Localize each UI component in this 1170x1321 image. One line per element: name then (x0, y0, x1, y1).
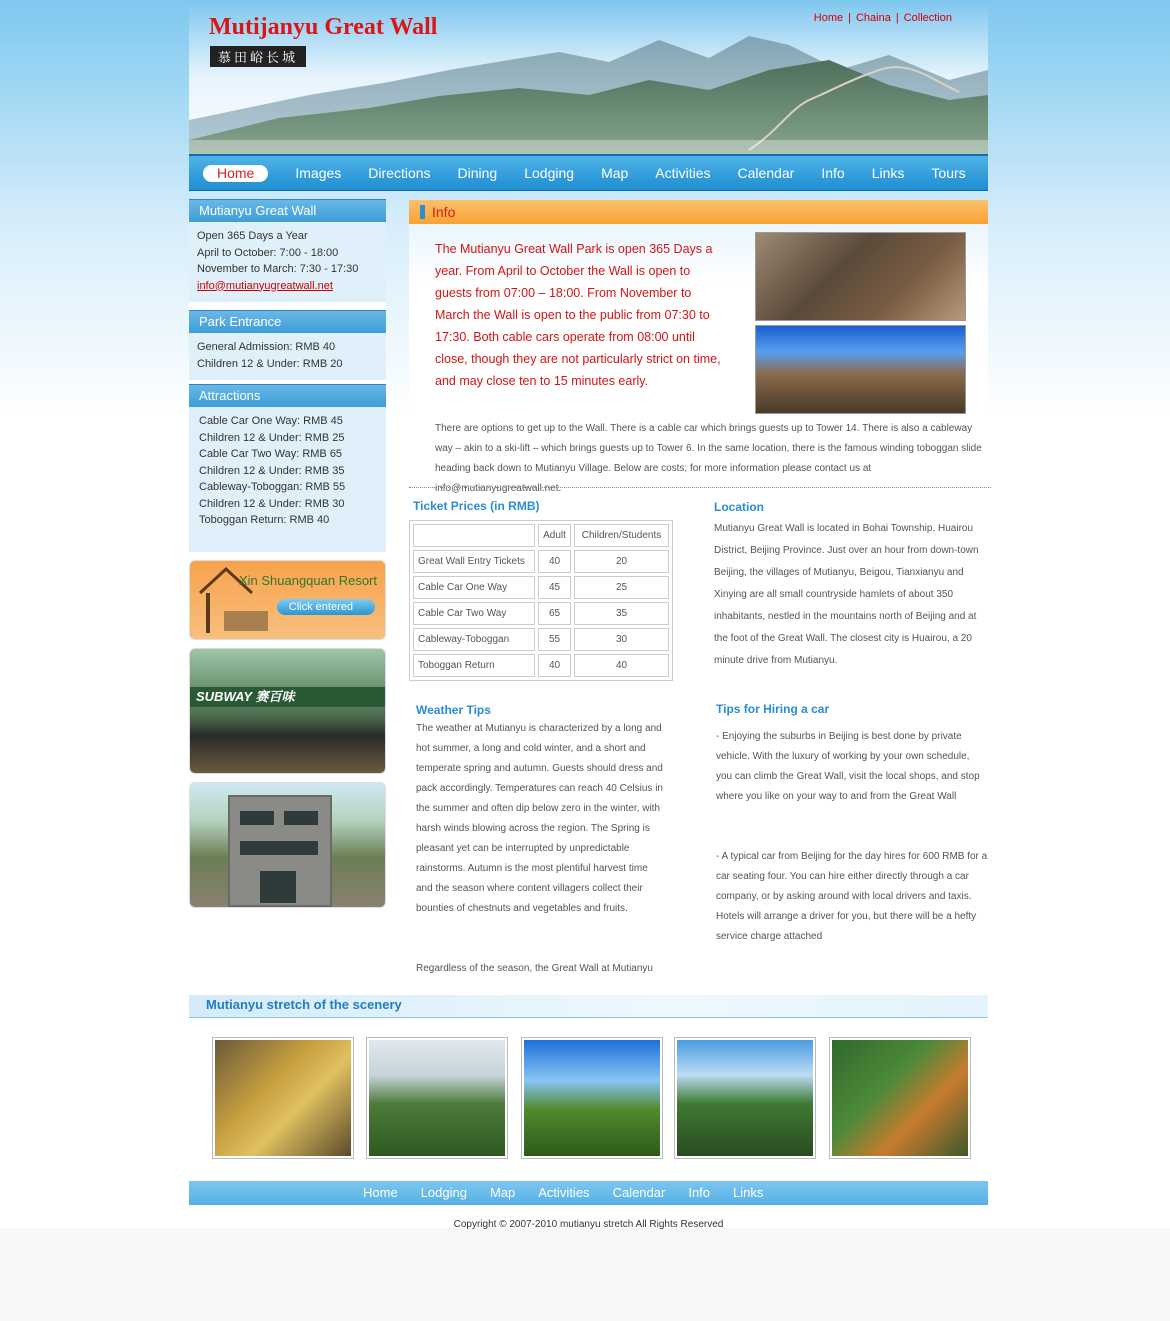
info-transport-text: There are options to get up to the Wall. There is a cable car which brings guests up to Tower 14. There is also a cableway way – akin to a ski-lift – which brings guests up to Tower 6. In the same location, there is the famous winding toboggan slide heading back down to Mutianyu Village. Below are costs; for more information please contact us at info@mutianyugreatwall.net. (435, 423, 982, 494)
attraction-line: Children 12 & Under: RMB 25 (199, 431, 345, 444)
nav-images[interactable]: Images (295, 165, 342, 181)
toplink-home[interactable]: Home (813, 12, 844, 24)
table-cell: 35 (574, 602, 669, 625)
email-link[interactable]: info@mutianyugreatwall.net (197, 279, 333, 292)
copyright: Copyright © 2007-2010 mutianyu stretch All Rights Reserved (453, 1219, 724, 1230)
table-cell: Cable Car Two Way (413, 602, 535, 625)
hours-line: Open 365 Days a Year (197, 230, 308, 242)
left-gutter (0, 0, 189, 1228)
wall-photo-1 (755, 232, 966, 321)
wall-photo-2 (755, 325, 966, 414)
attractions-box (189, 384, 386, 552)
nav-info[interactable]: Info (821, 165, 845, 181)
info-body (409, 224, 988, 494)
section-divider (409, 487, 991, 488)
divider: | (848, 12, 851, 24)
table-cell: 55 (538, 628, 571, 651)
weather-text-more: Regardless of the season, the Great Wall at Mutianyu (416, 963, 653, 974)
attraction-line: Toboggan Return: RMB 40 (199, 514, 330, 526)
hiring-heading: Tips for Hiring a car (716, 702, 830, 716)
hours-line: April to October: 7:00 - 18:00 (197, 246, 339, 259)
entrance-line: Children 12 & Under: RMB 20 (197, 357, 343, 370)
site-subtitle: 慕田峪长城 (210, 46, 306, 67)
weather-heading: Weather Tips (416, 703, 491, 717)
location-heading: Location (714, 500, 764, 514)
scenery-heading: Mutianyu stretch of the scenery (206, 997, 402, 1012)
table-header: Children/Students (574, 524, 669, 547)
footer-nav-links[interactable]: Links (733, 1185, 764, 1200)
table-cell: 30 (574, 628, 669, 651)
entrance-box (189, 310, 386, 380)
info-heading: Info (432, 204, 456, 220)
header-banner (189, 0, 988, 155)
sidebar (189, 199, 386, 908)
hiring-text-1: - Enjoying the suburbs in Beijing is best done by private vehicle. With the luxury of working by your own schedule, you can climb the Great Wall, visit the local shops, and stop where you like on your way to and from the Great Wall (716, 731, 980, 802)
attraction-line: Cable Car One Way: RMB 45 (199, 415, 343, 427)
nav-activities[interactable]: Activities (655, 165, 711, 181)
table-cell: 40 (574, 654, 669, 677)
page-wrapper (189, 0, 988, 1228)
scenery-header (189, 995, 988, 1018)
table-cell: Cableway-Toboggan (413, 628, 535, 651)
nav-calendar[interactable]: Calendar (737, 165, 795, 181)
hiring-text-2: - A typical car from Beijing for the day hires for 600 RMB for a car seating four. You can hire either directly through a car company, or by asking around with local drivers and taxis. Hotels will arrange a driver for you, but there will be a hefty service charge attached (716, 851, 988, 942)
header-marker (420, 205, 425, 219)
building-photo (189, 782, 386, 908)
main-nav (189, 154, 988, 191)
table-header: Adult (538, 524, 571, 547)
attractions-heading: Attractions (189, 384, 386, 407)
footer-nav-lodging[interactable]: Lodging (420, 1185, 467, 1200)
info-header (409, 200, 988, 224)
nav-home[interactable]: Home (203, 165, 268, 182)
nav-links[interactable]: Links (871, 165, 905, 181)
table-row (413, 654, 669, 677)
scenery-photo-5[interactable] (829, 1037, 971, 1159)
table-cell: 40 (538, 654, 571, 677)
attraction-line: Cable Car Two Way: RMB 65 (199, 448, 343, 460)
table-cell: Great Wall Entry Tickets (413, 550, 535, 573)
hours-line: November to March: 7:30 - 17:30 (197, 263, 359, 275)
table-row (413, 628, 669, 651)
nav-directions[interactable]: Directions (368, 165, 431, 181)
scenery-photo-4[interactable] (674, 1037, 816, 1159)
subway-sign: SUBWAY 赛百味 (190, 687, 386, 707)
subway-photo (189, 648, 386, 774)
ticket-heading: Ticket Prices (in RMB) (413, 499, 540, 513)
table-row (413, 602, 669, 625)
nav-dining[interactable]: Dining (457, 165, 498, 181)
table-cell: 40 (538, 550, 571, 573)
table-cell: 65 (538, 602, 571, 625)
entrance-heading: Park Entrance (189, 310, 386, 333)
table-cell: Cable Car One Way (413, 576, 535, 599)
ticket-table (409, 520, 673, 681)
main-content (409, 200, 988, 974)
table-cell: 20 (574, 550, 669, 573)
footer-nav-info[interactable]: Info (688, 1185, 711, 1200)
nav-map[interactable]: Map (601, 165, 629, 181)
click-entered-button[interactable]: Click entered (277, 599, 375, 615)
table-header (413, 524, 535, 547)
resort-ad[interactable] (189, 560, 386, 640)
nav-lodging[interactable]: Lodging (524, 165, 575, 181)
attraction-line: Children 12 & Under: RMB 30 (199, 497, 345, 510)
footer-nav-home[interactable]: Home (363, 1185, 398, 1200)
footer-nav-activities[interactable]: Activities (538, 1185, 590, 1200)
toplink-chaina[interactable]: Chaina (855, 12, 891, 24)
table-row (413, 550, 669, 573)
attraction-line: Children 12 & Under: RMB 35 (199, 464, 345, 477)
hours-box (189, 199, 386, 302)
scenery-photo-1[interactable] (212, 1037, 354, 1159)
info-hours-text: The Mutianyu Great Wall Park is open 365 Days a year. From April to October the Wall is open to guests from 07:00 – 18:00. From November to March the Wall is open to the public from 07:30 to 17:30. Both cable cars operate from 08:00 until close, though they are not particularly strict on time, and may close ten to 15 minutes early. (435, 242, 721, 388)
weather-text: The weather at Mutianyu is characterized by a long and hot summer, a long and cold winter, and a short and temperate spring and autumn. Guests should dress and pack accordingly. Temperatures can reach 40 Celsius in the summer and often dip below zero in the winter, with harsh winds blowing across the region. The Spring is pleasant yet can be interrupted by unpredictable rainstorms. Autumn is the most plentiful harvest time and the season where content villagers collect their bounties of chestnuts and vegetables and fruits. (416, 723, 663, 914)
hours-heading: Mutianyu Great Wall (189, 199, 386, 222)
divider: | (895, 12, 899, 24)
site-title: Mutijanyu Great Wall (209, 14, 438, 40)
table-row (413, 576, 669, 599)
footer-nav-calendar[interactable]: Calendar (612, 1185, 666, 1200)
table-cell: Toboggan Return (413, 654, 535, 677)
table-cell: 45 (538, 576, 571, 599)
table-cell: 25 (574, 576, 669, 599)
toplink-collection[interactable]: Collection (903, 12, 952, 24)
entrance-line: General Admission: RMB 40 (197, 341, 336, 353)
location-text: Mutianyu Great Wall is located in Bohai Township, Huairou District, Beijing Province. Just over an hour from down-town Beijing, the villages of Mutianyu, Beigou, Tianxianyu and Xinying are all small countryside hamlets of about 350 inhabitants, nestled in the mountains north of Beijing and at the foot of the Great Wall. The closest city is Huairou, a 20 minute drive from Mutianyu. (714, 523, 979, 666)
footer-nav (189, 1181, 988, 1205)
nav-tours[interactable]: Tours (931, 165, 966, 181)
attraction-line: Cableway-Toboggan: RMB 55 (199, 481, 346, 493)
resort-ad-title: Xin Shuangquan Resort (238, 573, 377, 588)
building (228, 795, 332, 907)
scenery-photo-3[interactable] (521, 1037, 663, 1159)
scenery-photo-2[interactable] (366, 1037, 508, 1159)
table-header-row (413, 524, 669, 547)
footer-nav-map[interactable]: Map (489, 1185, 516, 1200)
top-links (814, 12, 952, 24)
